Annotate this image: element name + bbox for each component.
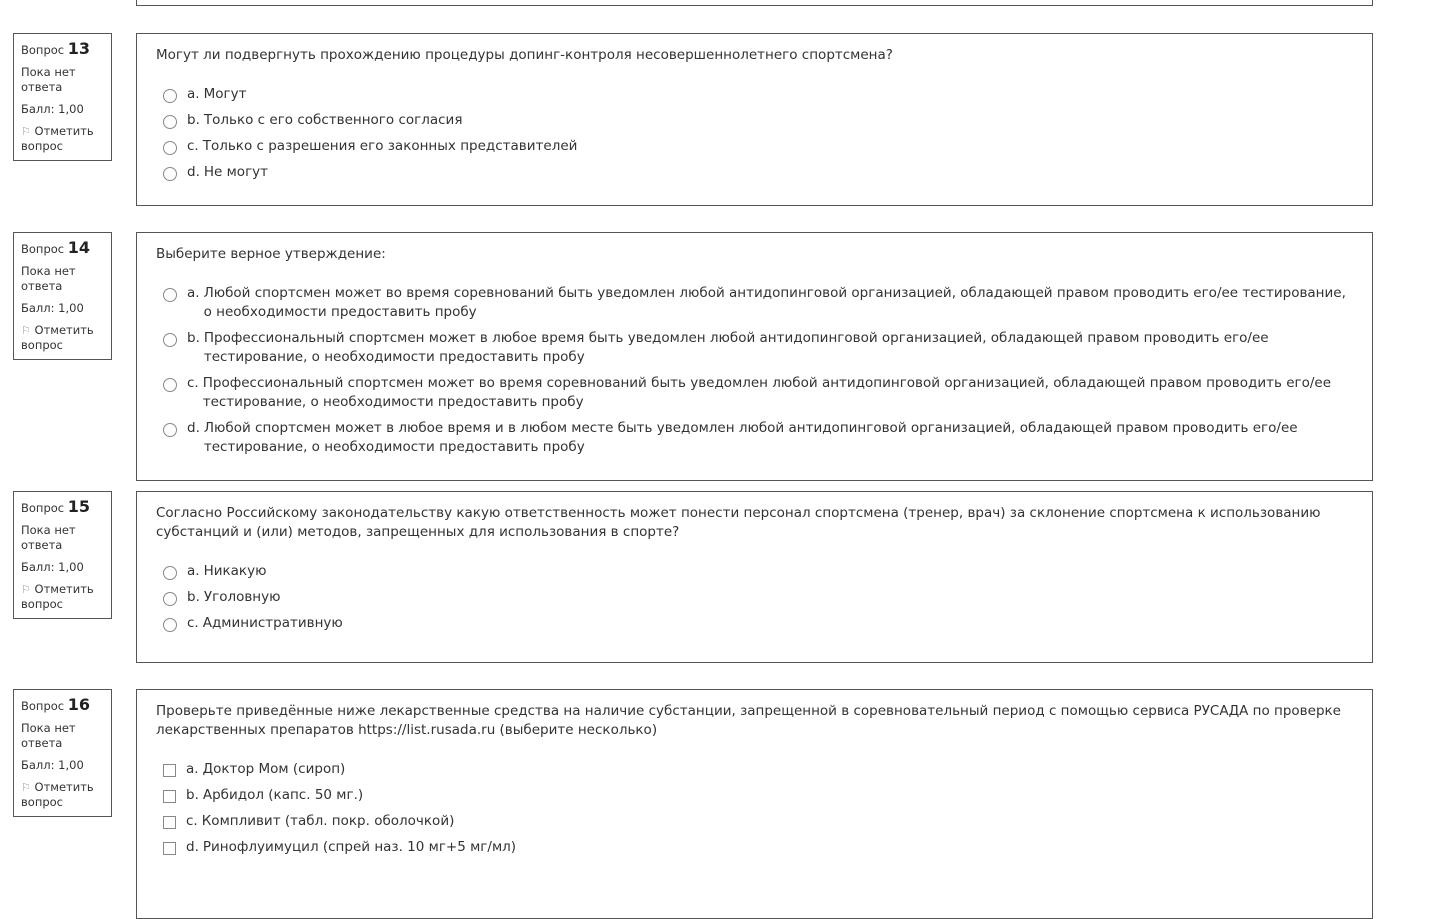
question-label: Вопрос [21,43,65,57]
option-label[interactable]: b. Арбидол (капс. 50 мг.) [186,787,364,803]
question-number: 13 [67,39,91,58]
question-score: Балл: 1,00 [21,758,84,772]
answer-option[interactable] [156,284,1353,322]
flag-question-link[interactable]: ⚐ Отметить вопрос [21,780,94,809]
flag-icon: ⚐ [21,324,31,337]
answer-list [156,760,1353,857]
question-info [13,232,112,360]
answer-list [156,562,1353,633]
previous-question-box [136,0,1373,6]
question-text: Согласно Российскому законодательству какую ответственность может понести персонал спортсмена (тренер, врач) за склонение спортсмена к использованию субстанций и (или) методов, запрещенных для использования в спорте? [156,505,1321,540]
option-label[interactable]: a. Могут [187,86,247,102]
radio-button[interactable] [163,333,177,347]
option-label[interactable]: a. Доктор Мом (сироп) [186,761,346,777]
answer-option[interactable] [156,786,1353,805]
answer-option[interactable] [156,838,1353,857]
question-text: Могут ли подвергнуть прохождению процедуры допинг-контроля несовершеннолетнего спортсмена? [156,47,893,63]
question-info [13,689,112,817]
radio-button[interactable] [163,167,177,181]
checkbox[interactable] [163,816,176,829]
question-score: Балл: 1,00 [21,560,84,574]
answer-status: Пока нет ответа [21,721,76,750]
option-label[interactable]: d. Любой спортсмен может в любое время и в любом месте быть уведомлен любой антидопинговой организацией, обладающей правом проводить его/ее тестирование, о необходимости предоставить пробу [187,420,1298,455]
question-info [13,33,112,161]
checkbox[interactable] [163,842,176,855]
answer-list [156,85,1353,182]
option-label[interactable]: b. Уголовную [187,589,281,605]
answer-option[interactable] [156,137,1353,156]
question-text: Выберите верное утверждение: [156,246,386,262]
answer-option[interactable] [156,374,1353,412]
option-label[interactable]: c. Компливит (табл. покр. оболочкой) [186,813,455,829]
answer-list [156,284,1353,457]
question-number: 15 [67,497,91,516]
answer-option[interactable] [156,329,1353,367]
question-score: Балл: 1,00 [21,102,84,116]
checkbox[interactable] [163,790,176,803]
flag-question-link[interactable]: ⚐ Отметить вопрос [21,124,94,153]
answer-option[interactable] [156,588,1353,607]
question-label: Вопрос [21,699,65,713]
question-label: Вопрос [21,242,65,256]
answer-option[interactable] [156,163,1353,182]
radio-button[interactable] [163,566,177,580]
flag-icon: ⚐ [21,781,31,794]
flag-question-link[interactable]: ⚐ Отметить вопрос [21,582,94,611]
question-score: Балл: 1,00 [21,301,84,315]
answer-status: Пока нет ответа [21,264,76,293]
radio-button[interactable] [163,115,177,129]
question-number: 14 [67,238,91,257]
question-text: Проверьте приведённые ниже лекарственные средства на наличие субстанции, запрещенной в соревновательный период с помощью сервиса РУСАДА по проверке лекарственных препаратов https://list.rusada.ru (выберите несколько) [156,703,1341,738]
answer-status: Пока нет ответа [21,523,76,552]
question-content [136,232,1373,481]
answer-option[interactable] [156,812,1353,831]
radio-button[interactable] [163,423,177,437]
question-label: Вопрос [21,501,65,515]
question-number: 16 [67,695,91,714]
question-content [136,491,1373,663]
question-content [136,33,1373,206]
option-label[interactable]: b. Профессиональный спортсмен может в любое время быть уведомлен любой антидопинговой организацией, обладающей правом проводить его/ее тестирование, о необходимости предоставить пробу [187,330,1269,365]
answer-option[interactable] [156,111,1353,130]
radio-button[interactable] [163,618,177,632]
flag-question-link[interactable]: ⚐ Отметить вопрос [21,323,94,352]
radio-button[interactable] [163,89,177,103]
option-label[interactable]: b. Только с его собственного согласия [187,112,463,128]
radio-button[interactable] [163,141,177,155]
radio-button[interactable] [163,592,177,606]
option-label[interactable]: c. Профессиональный спортсмен может во время соревнований быть уведомлен любой антидопинговой организацией, обладающей правом проводить его/ее тестирование, о необходимости предоставить пробу [187,375,1332,410]
radio-button[interactable] [163,288,177,302]
option-label[interactable]: d. Не могут [187,164,269,180]
radio-button[interactable] [163,378,177,392]
question-content [136,689,1373,919]
option-label[interactable]: c. Административную [187,615,343,631]
option-label[interactable]: c. Только с разрешения его законных представителей [187,138,578,154]
answer-option[interactable] [156,85,1353,104]
answer-status: Пока нет ответа [21,65,76,94]
flag-icon: ⚐ [21,125,31,138]
option-label[interactable]: d. Ринофлуимуцил (спрей наз. 10 мг+5 мг/мл) [186,839,517,855]
question-info [13,491,112,619]
answer-option[interactable] [156,562,1353,581]
option-label[interactable]: a. Никакую [187,563,267,579]
option-label[interactable]: a. Любой спортсмен может во время соревнований быть уведомлен любой антидопинговой организацией, обладающей правом проводить его/ее тестирование, о необходимости предоставить пробу [187,285,1346,320]
answer-option[interactable] [156,760,1353,779]
flag-icon: ⚐ [21,583,31,596]
answer-option[interactable] [156,614,1353,633]
answer-option[interactable] [156,419,1353,457]
checkbox[interactable] [163,764,176,777]
